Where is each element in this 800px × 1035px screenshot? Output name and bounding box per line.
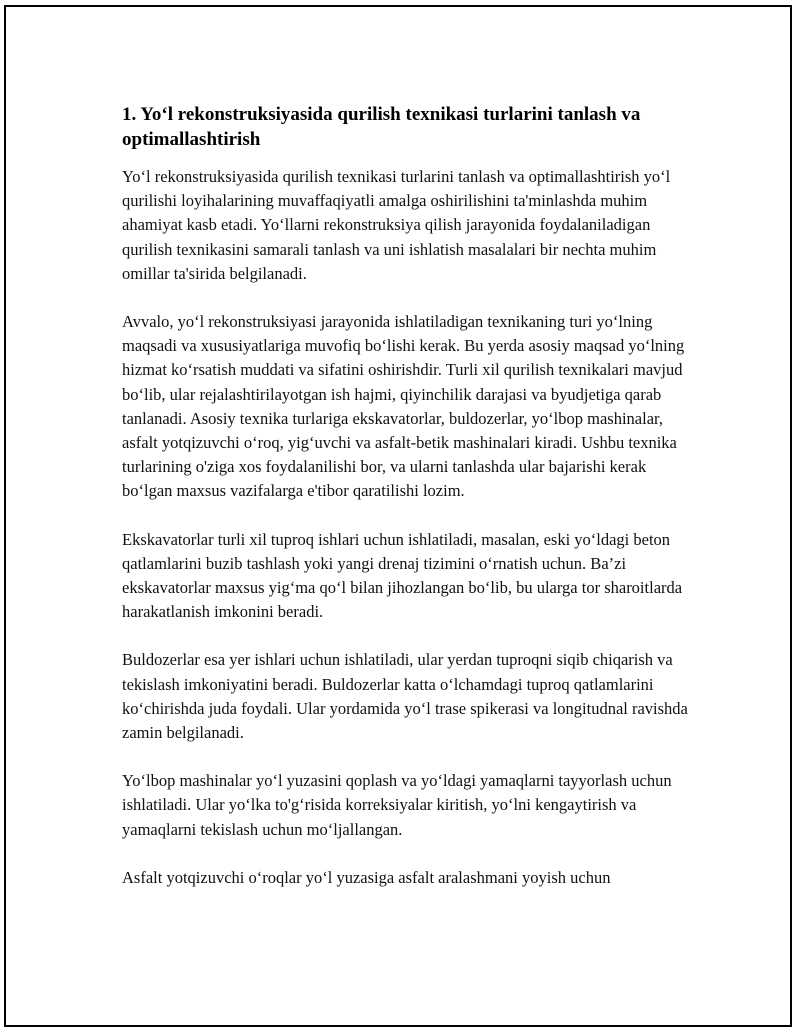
paragraph-3: Ekskavatorlar turli xil tuproq ishlari uchun ishlatiladi, masalan, eski yo‘ldagi beton qatlamlarini buzib tashlash yoki yangi drenaj tizimini o‘rnatish uchun. Ba’zi ekskavatorlar maxsus yig‘ma qo‘l bilan jihozlangan bo‘lib, bu ularga tor sharoitlarda harakatlanish imkonini beradi. bbox=[122, 529, 683, 622]
document-body bbox=[122, 102, 692, 914]
paragraph-2: Avvalo, yo‘l rekonstruksiyasi jarayonida ishlatiladigan texnikaning turi yo‘lning maqsadi va xususiyatlariga muvofiq bo‘lishi kerak. Bu yerda asosiy maqsad yo‘lning hizmat ko‘rsatish muddati va sifatini oshirishdir. Turli xil qurilish texnikalari mavjud bo‘lib, ular rejalashtirilayotgan ish hajmi, qiyinchilik darajasi va byudjetiga qarab tanlanadi. Asosiy texnika turlariga ekskavatorlar, buldozerlar, yo‘lbop mashinalar, asfalt yotqizuvchi o‘roq, yig‘uvchi va asfalt-betik mashinalari kiradi. Ushbu texnika turlarining o'ziga xos foydalanilishi bor, va ularni tanlashda ular bajarishi kerak bo‘lgan maxsus vazifalarga e'tibor qaratilishi lozim. bbox=[122, 312, 685, 501]
section-heading: 1. Yo‘l rekonstruksiyasida qurilish texnikasi turlarini tanlash va optimallashtirish bbox=[122, 104, 641, 150]
paragraph-1: Yo‘l rekonstruksiyasida qurilish texnikasi turlarini tanlash va optimallashtirish yo‘l qurilishi loyihalarining muvaffaqiyatli amalga oshirilishini ta'minlashda muhim ahamiyat kasb etadi. Yo‘llarni rekonstruksiya qilish jarayonida foydalaniladigan qurilish texnikasini samarali tanlash va uni ishlatish masalalari bir nechta muhim omillar ta'sirida belgilanadi. bbox=[122, 167, 671, 283]
page-frame bbox=[4, 5, 792, 1027]
paragraph-4: Buldozerlar esa yer ishlari uchun ishlatiladi, ular yerdan tuproqni siqib chiqarish va tekislash imkoniyatini beradi. Buldozerlar katta o‘lchamdagi tuproq qatlamlarini ko‘chirishda juda foydali. Ular yordamida yo‘l trase spikerasi va longitudnal ravishda zamin belgilanadi. bbox=[122, 650, 688, 743]
paragraph-6: Asfalt yotqizuvchi o‘roqlar yo‘l yuzasiga asfalt aralashmani yoyish uchun bbox=[122, 867, 611, 887]
paragraph-5: Yo‘lbop mashinalar yo‘l yuzasini qoplash va yo‘ldagi yamaqlarni tayyorlash uchun ishlatiladi. Ular yo‘lka to'g‘risida korreksiyalar kiritish, yo‘lni kengaytirish va yamaqlarni tekislash uchun mo‘ljallangan. bbox=[122, 771, 672, 839]
